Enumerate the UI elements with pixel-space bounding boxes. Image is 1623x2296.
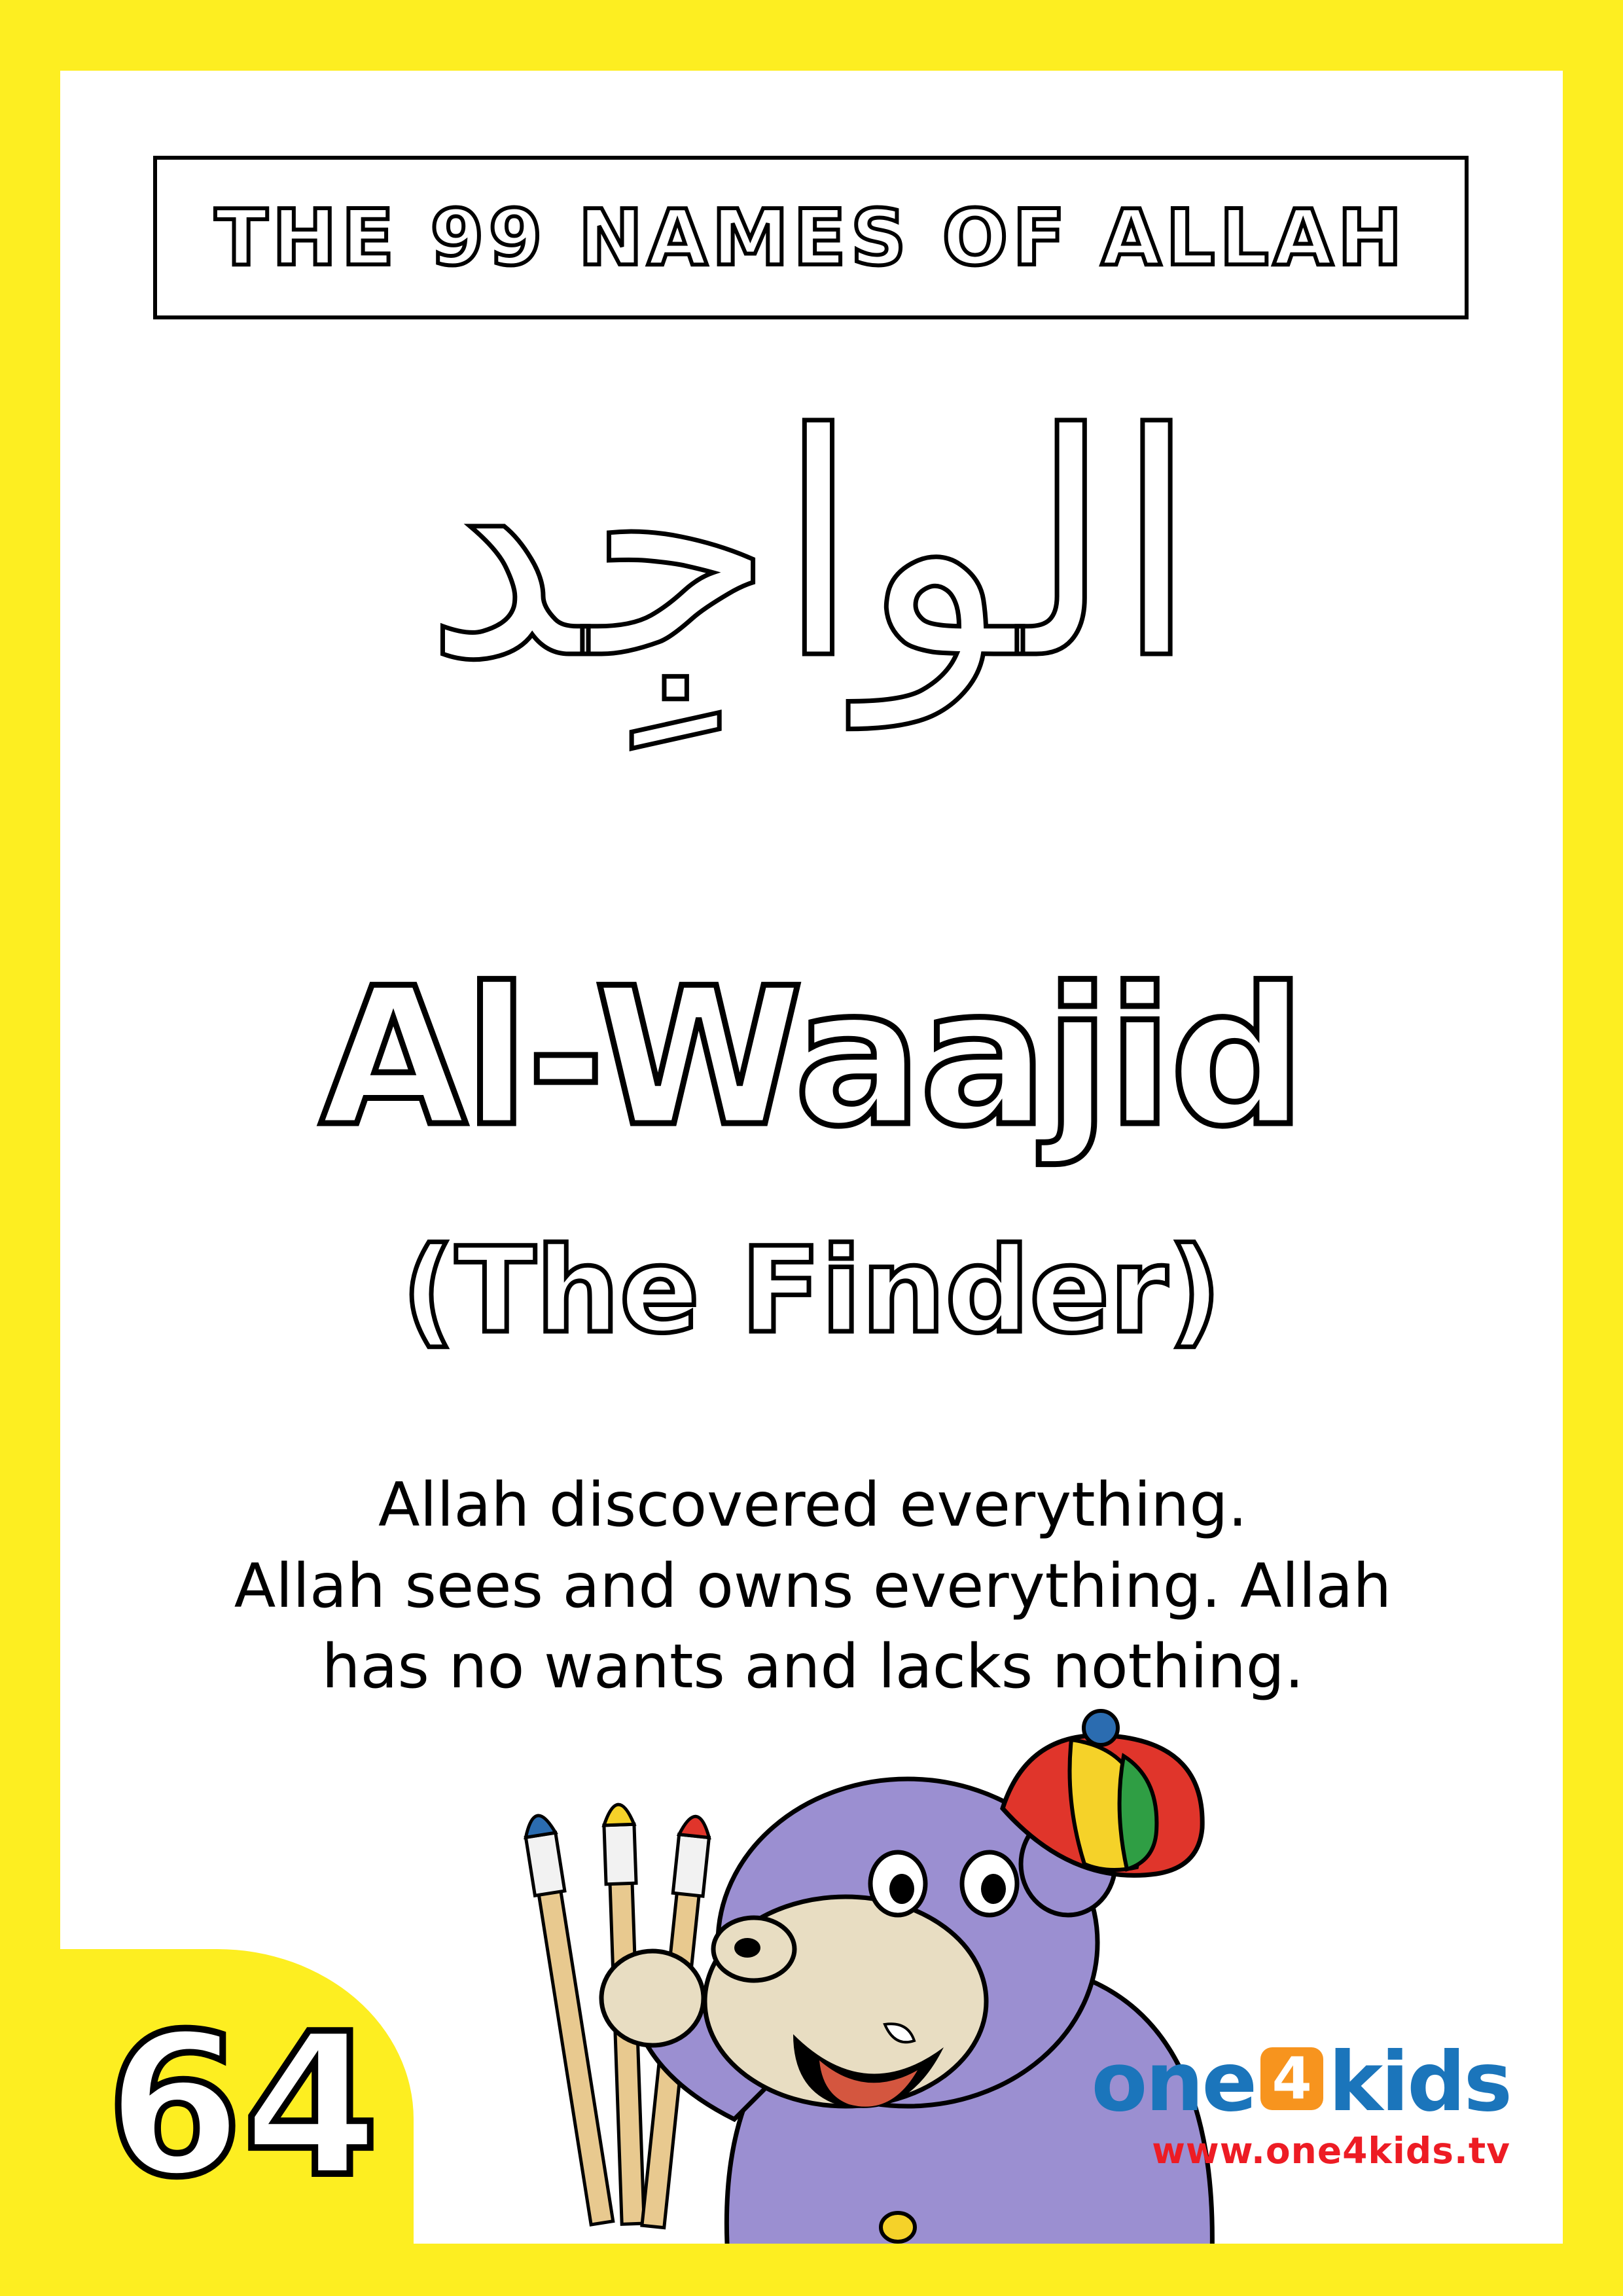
logo-word-kids: kids bbox=[1329, 2035, 1510, 2130]
description-line-2: Allah sees and owns everything. Allah bbox=[234, 1550, 1392, 1621]
logo-word-one: one bbox=[1091, 2035, 1256, 2130]
transliteration: Al-Waajid bbox=[319, 948, 1304, 1168]
logo-wordmark bbox=[1091, 2035, 1510, 2130]
brand-logo[interactable] bbox=[1091, 2035, 1510, 2172]
arabic-name: الواجِد bbox=[423, 368, 1200, 726]
page-title: THE 99 NAMES OF ALLAH bbox=[215, 192, 1407, 283]
logo-badge-four: 4 bbox=[1260, 2047, 1323, 2110]
header-title-box bbox=[153, 156, 1469, 319]
description-line-3: has no wants and lacks nothing. bbox=[321, 1631, 1304, 1702]
page-sheet bbox=[60, 71, 1563, 2244]
meaning-text: (The Finder) bbox=[401, 1223, 1222, 1359]
description-line-1: Allah discovered everything. bbox=[378, 1469, 1247, 1540]
page-number: 64 bbox=[106, 1992, 380, 2220]
logo-url[interactable]: www.one4kids.tv bbox=[1152, 2130, 1510, 2172]
